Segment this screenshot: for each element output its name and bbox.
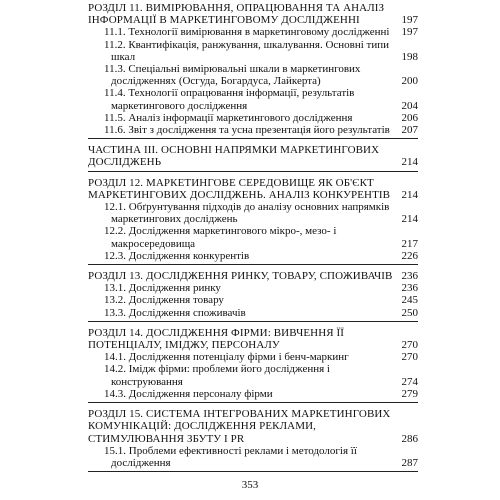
toc-entry-page: 279 [401,387,418,400]
toc-subentry[interactable] [88,250,418,262]
toc-subentry[interactable] [88,294,418,306]
toc-entry-title: РОЗДІЛ 14. ДОСЛІДЖЕННЯ ФІРМИ: ВИВЧЕННЯ ЇЇ ПОТЕНЦІАЛУ, ІМІДЖУ, ПЕРСОНАЛУ [88,326,345,352]
toc-subentry[interactable] [88,351,418,363]
toc-entry-page: 287 [401,456,418,469]
toc-entry-title: 11.6. Звіт з дослідження та усна презентація його результатів [104,124,390,137]
toc-entry-title: 13.2. Дослідження товару [104,294,224,307]
toc-entry-page: 204 [401,99,418,112]
toc-entry-page: 214 [401,156,418,169]
toc-section [88,144,418,171]
toc-entry-title: РОЗДІЛ 15. СИСТЕМА ІНТЕГРОВАНИХ МАРКЕТИНГОВИХ КОМУНІКАЦІЙ: ДОСЛІДЖЕННЯ РЕКЛАМИ, СТИМУЛЮВАННЯ ЗБУТУ І PR [88,408,391,445]
toc-subentry[interactable] [88,39,418,63]
toc-entry-title: 13.3. Дослідження споживачів [104,306,246,319]
toc-subentry[interactable] [88,282,418,294]
toc-entry-page: 217 [401,237,418,250]
toc-subentry[interactable] [88,112,418,124]
toc-entry-page: 270 [401,351,418,364]
toc-section [88,2,418,139]
toc-entry-page: 250 [401,306,418,319]
toc-entry-title: 12.1. Обґрунтування підходів до аналізу основних напрямків маркетингових досліджень [104,201,390,226]
toc-entry-title: 11.2. Квантифікація, ранжування, шкалування. Основні типи шкал [104,38,390,63]
toc-subentry[interactable] [88,201,418,225]
toc-entry-page: 214 [401,213,418,226]
toc-subentry[interactable] [88,363,418,387]
toc-subentry[interactable] [88,26,418,38]
toc-entry-page: 197 [401,26,418,39]
page-number: 353 [241,479,259,491]
toc-entry-page: 226 [401,249,418,262]
toc-entry-page: 274 [401,375,418,388]
toc-entry-page: 197 [401,14,418,27]
toc-entry-title: 14.1. Дослідження потенціалу фірми і бенч-маркинг [104,351,349,364]
toc-entry-page: 214 [401,188,418,201]
toc-entry-page: 286 [401,432,418,445]
toc-entry-page: 198 [401,50,418,63]
toc-entry-page: 270 [401,339,418,352]
toc-entry-page: 236 [401,282,418,295]
toc-entry-title: РОЗДІЛ 13. ДОСЛІДЖЕННЯ РИНКУ, ТОВАРУ, СПОЖИВАЧІВ [88,270,393,283]
toc-chapter-entry[interactable] [88,177,418,201]
toc-subentry[interactable] [88,225,418,249]
toc-chapter-entry[interactable] [88,144,418,168]
toc-subentry[interactable] [88,445,418,469]
toc-entry-title: РОЗДІЛ 11. ВИМІРЮВАННЯ, ОПРАЦЮВАННЯ ТА АНАЛІЗ ІНФОРМАЦІЇ В МАРКЕТИНГОВОМУ ДОСЛІДЖЕННІ [88,2,385,27]
toc-subentry[interactable] [88,63,418,87]
toc-entry-title: 11.5. Аналіз інформації маркетингового дослідження [104,111,353,124]
toc-entry-title: 11.4. Технології опрацювання інформації, результатів маркетингового дослідження [104,87,355,112]
toc-entry-title: 12.2. Дослідження маркетингового мікро-, мезо- і макросередовища [104,225,337,250]
toc-subentry[interactable] [88,307,418,319]
toc-entry-title: ЧАСТИНА ІІІ. ОСНОВНІ НАПРЯМКИ МАРКЕТИНГОВИХ ДОСЛІДЖЕНЬ [88,144,380,169]
toc-entry-page: 245 [401,294,418,307]
table-of-contents [88,2,418,477]
toc-subentry[interactable] [88,388,418,400]
toc-section [88,270,418,322]
toc-entry-title: 11.3. Спеціальні вимірювальні шкали в маркетингових дослідженнях (Осгуда, Богардуса, Лайкерта) [104,63,361,88]
toc-chapter-entry[interactable] [88,270,418,282]
toc-entry-page: 236 [401,270,418,283]
toc-section [88,177,418,265]
toc-entry-title: 15.1. Проблеми ефективності реклами і методологія її дослідження [104,444,357,469]
toc-subentry[interactable] [88,87,418,111]
toc-entry-title: 13.1. Дослідження ринку [104,282,221,295]
toc-entry-page: 200 [401,75,418,88]
toc-entry-page: 206 [401,111,418,124]
toc-entry-page: 207 [401,124,418,137]
toc-entry-title: 11.1. Технології вимірювання в маркетинговому дослідженні [104,26,390,39]
toc-chapter-entry[interactable] [88,327,418,351]
toc-section [88,408,418,472]
toc-entry-title: 14.3. Дослідження персоналу фірми [104,387,273,400]
toc-chapter-entry[interactable] [88,408,418,445]
toc-subentry[interactable] [88,124,418,136]
toc-entry-title: 12.3. Дослідження конкурентів [104,249,250,262]
toc-entry-title: 14.2. Імідж фірми: проблеми його дослідження і конструювання [104,363,330,388]
toc-entry-title: РОЗДІЛ 12. МАРКЕТИНГОВЕ СЕРЕДОВИЩЕ ЯК ОБ'ЄКТ МАРКЕТИНГОВИХ ДОСЛІДЖЕНЬ. АНАЛІЗ КОНКУРЕНТІВ [88,176,391,201]
toc-chapter-entry[interactable] [88,2,418,26]
toc-section [88,327,418,403]
